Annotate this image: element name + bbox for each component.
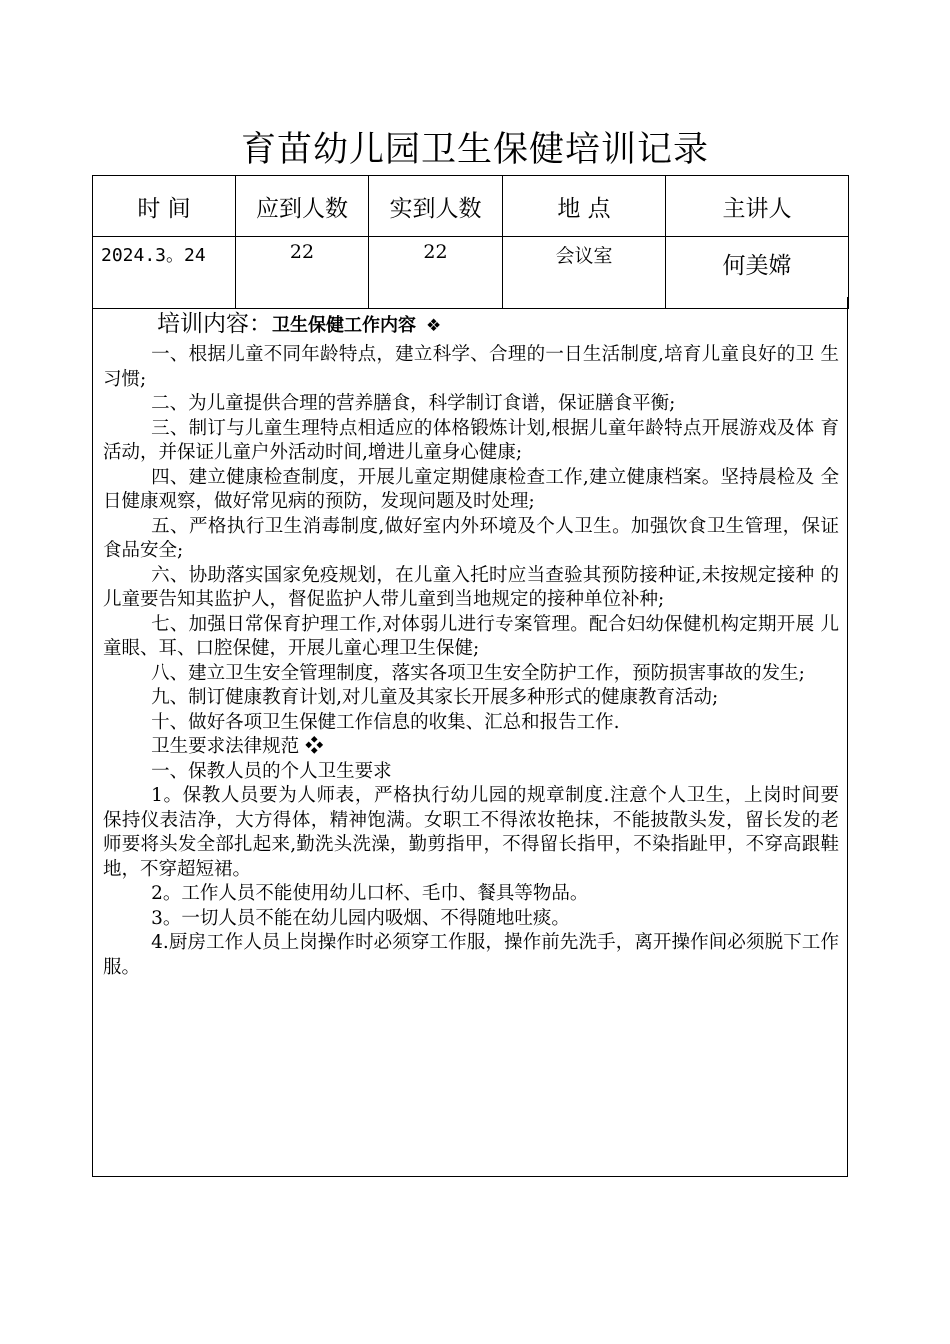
header-time: 时 间 <box>93 176 236 237</box>
content-paragraph: 五、严格执行卫生消毒制度,做好室内外环境及个人卫生。加强饮食卫生管理，保证 食品安全; <box>103 515 839 561</box>
value-date: 2024.3。24 <box>93 237 236 309</box>
value-location: 会议室 <box>503 237 666 309</box>
header-location: 地 点 <box>503 176 666 237</box>
value-actual: 22 <box>369 237 503 309</box>
training-content-box <box>92 297 848 1177</box>
content-paragraph: 3。一切人员不能在幼儿园内吸烟、不得随地吐痰。 <box>151 907 570 929</box>
header-row <box>93 176 849 237</box>
content-paragraph: 九、制订健康教育计划,对儿童及其家长开展多种形式的健康教育活动; <box>151 687 719 708</box>
content-paragraph: 4.厨房工作人员上岗操作时必须穿工作服，操作前先洗手，离开操作间必须脱下工作服。 <box>103 932 839 978</box>
content-paragraph: 八、建立卫生安全管理制度，落实各项卫生安全防护工作，预防损害事故的发生; <box>151 662 805 684</box>
diamond-icon: ❖ <box>426 316 442 336</box>
header-expected: 应到人数 <box>236 176 369 237</box>
training-label: 培训内容： <box>157 311 272 337</box>
content-paragraph: 六、协助落实国家免疫规划，在儿童入托时应当查验其预防接种证,未按规定接种 的儿童要告知其监护人，督促监护人带儿童到当地规定的接种单位补种; <box>103 564 839 610</box>
value-speaker: 何美嫦 <box>666 237 849 309</box>
section-heading: 卫生要求法律规范 ❖ <box>151 736 324 757</box>
training-subject: 卫生保健工作内容 <box>272 315 416 336</box>
content-paragraph: 一、根据儿童不同年龄特点，建立科学、合理的一日生活制度,培育儿童良好的卫 生习惯; <box>103 344 839 390</box>
training-body <box>103 343 839 980</box>
subsection-heading: 一、保教人员的个人卫生要求 <box>151 760 392 782</box>
training-info-table <box>92 175 849 309</box>
header-speaker: 主讲人 <box>666 176 849 237</box>
content-paragraph: 1。保教人员要为人师表，严格执行幼儿园的规章制度.注意个人卫生，上岗时间要 保持仪表洁净，大方得体，精神饱满。女职工不得浓妆艳抹，不能披散头发，留长发的老师要将头发全部扎起来,勤洗头洗澡，勤剪指甲，不得留长指甲，不染指趾甲，不穿高跟鞋地，不穿超短裙。 <box>103 785 839 880</box>
content-paragraph: 2。工作人员不能使用幼儿口杯、毛巾、餐具等物品。 <box>151 883 589 904</box>
header-actual: 实到人数 <box>369 176 503 237</box>
training-heading <box>103 307 839 343</box>
content-paragraph: 十、做好各项卫生保健工作信息的收集、汇总和报告工作. <box>151 711 620 733</box>
content-paragraph: 四、建立健康检查制度，开展儿童定期健康检查工作,建立健康档案。坚持晨检及 全日健康观察，做好常见病的预防，发现问题及时处理; <box>103 466 839 512</box>
content-paragraph: 三、制订与儿童生理特点相适应的体格锻炼计划,根据儿童年龄特点开展游戏及体 育活动，并保证儿童户外活动时间,增进儿童身心健康; <box>103 417 839 463</box>
value-expected: 22 <box>236 237 369 309</box>
document-title: 育苗幼儿园卫生保健培训记录 <box>240 130 709 170</box>
content-paragraph: 二、为儿童提供合理的营养膳食，科学制订食谱，保证膳食平衡; <box>151 393 676 414</box>
content-paragraph: 七、加强日常保育护理工作,对体弱儿进行专案管理。配合妇幼保健机构定期开展 儿童眼、耳、口腔保健，开展儿童心理卫生保健; <box>103 613 839 659</box>
